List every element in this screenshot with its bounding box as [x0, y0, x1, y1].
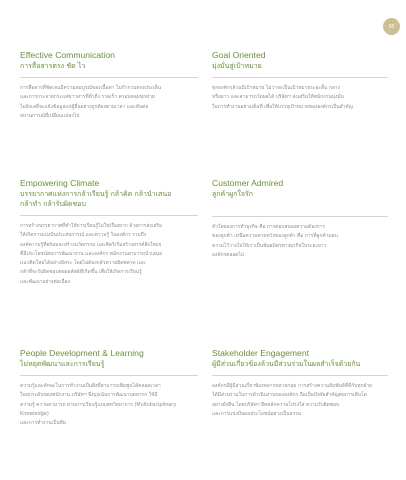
- section-customer-admired: [212, 178, 388, 260]
- section-title: Customer Admired: [212, 178, 284, 188]
- section-subtitle: ลูกค้าผูกใจรัก: [212, 190, 253, 198]
- section-divider: [20, 215, 198, 216]
- section-title: People Development & Learning: [20, 348, 144, 358]
- section-effective-communication: [20, 50, 198, 121]
- section-divider: [212, 216, 388, 217]
- section-people-development: [20, 348, 198, 428]
- section-title: Empowering Climate: [20, 178, 100, 188]
- section-body: การสื่อสารที่ชัดเจนมีความสมบูรณ์ของเนื้อหา ไม่กำกวมตรงประเด็น และการกระจายกระแสข่าวสารที่ทั่วถึง รวดเร็ว ครอบคลุมทุกฝ่าย ไม่ลังเลที่จะแจ้งข้อมูลแก่ผู้อื่นอย่างถูกต้องตามเวลา และทันต่อ สถานการณ์ที่เปลี่ยนแปลงไป: [20, 85, 162, 119]
- page-number-badge: 65: [383, 18, 400, 35]
- section-subtitle: ผู้มีส่วนเกี่ยวข้องล้วนมีส่วนร่วมในผลสำเร็จด้วยกัน: [212, 360, 361, 368]
- section-body: ความรู้และทักษะในการทำงานเป็นสิ่งที่สามารถเพิ่มพูนได้ตลอดเวลา ในทุกระดับของพนักงาน บริษัทฯ จึงมุ่งเน้นการพัฒนาบุคลากร ให้มี ความรู้ ความสามารถ ผ่านการเรียนรู้แบบสหวิทยาการ (Multidisciplinary Knowledge) และการทำงานเป็นทีม: [20, 383, 177, 427]
- section-subtitle: ไม่หยุดพัฒนาและการเรียนรู้: [20, 360, 105, 368]
- section-title: Stakeholder Engagement: [212, 348, 309, 358]
- section-divider: [20, 77, 198, 78]
- section-body: การสร้างบรรยากาศที่ทำให้การเรียนรู้ไม่ใช่เรื่องยาก ด้วยการส่งเสริม ให้เกิดการแบ่งปันประสบการณ์ และความรู้ ในองค์กร รวมถึง องค์ความรู้ที่พร้อมจะสร้างนวัตกรรม และคิดริเริ่มสร้างสรรค์สิ่งใหม่ๆ ที่มีประโยชน์ต่อการพัฒนางาน และองค์กร พนักงานสามารถนำเสนอ แนวคิดใหม่ได้อย่างอิสระ โดยไม่ต้องกลัวความผิดพลาด และ กล้าที่จะรับผิดชอบต่อผลลัพธ์ที่เกิดขึ้น เพื่อให้เกิดการเรียนรู้ และพัฒนาอย่างต่อเนื่อง: [20, 223, 163, 285]
- section-title: Goal Oriented: [212, 50, 266, 60]
- section-subtitle: บรรยากาศแห่งการกล้าเรียนรู้ กล้าคิด กล้านำเสนอ กล้าทำ กล้ารับผิดชอบ: [20, 190, 172, 208]
- section-body: ทุกองค์กรล้วนมีเป้าหมาย ไม่ว่าจะเป็นเป้าหมายระยะสั้น กลาง หรือยาว และสามารถวัดผลได้ บริษัทฯ ส่งเสริมให้พนักงานมุ่งมั่น ในการทำงานอย่างเต็มที่ เพื่อให้บรรลุเป้าหมายขององค์กรเป็นสำคัญ: [212, 85, 353, 110]
- section-subtitle: มุ่งมั่นสู่เป้าหมาย: [212, 62, 262, 70]
- section-empowering-climate: [20, 178, 198, 287]
- section-title: Effective Communication: [20, 50, 115, 60]
- section-divider: [212, 375, 388, 376]
- section-subtitle: การสื่อสารตรง ชัด ไว: [20, 62, 86, 70]
- section-stakeholder-engagement: [212, 348, 388, 419]
- section-divider: [20, 375, 198, 376]
- section-goal-oriented: [212, 50, 388, 112]
- section-body: องค์กรมีผู้มีส่วนเกี่ยวข้องหลากหลายกลุ่ม การสร้างความสัมพันธ์ที่ดีกับทุกฝ่าย ได้มีส่วนร่วมในการดำเนินงานขององค์กร ถือเป็นปัจจัยสำคัญต่อการเติบโต อย่างยั่งยืน โดยบริษัทฯ ยึดหลักความโปร่งใส ความรับผิดชอบ และการแบ่งปันผลประโยชน์อย่างเป็นธรรม: [212, 383, 372, 417]
- section-divider: [212, 77, 388, 78]
- section-body: หัวใจของการทำธุรกิจ คือ การตอบสนองความต้องการ ของลูกค้า เหนือความคาดหวังของลูกค้า คือ การที่ลูกค้ามอบ ความไว้วางใจให้เราเป็นพันธมิตรทางธุรกิจในระยะยาว องค์กรตลอดไป: [212, 224, 338, 258]
